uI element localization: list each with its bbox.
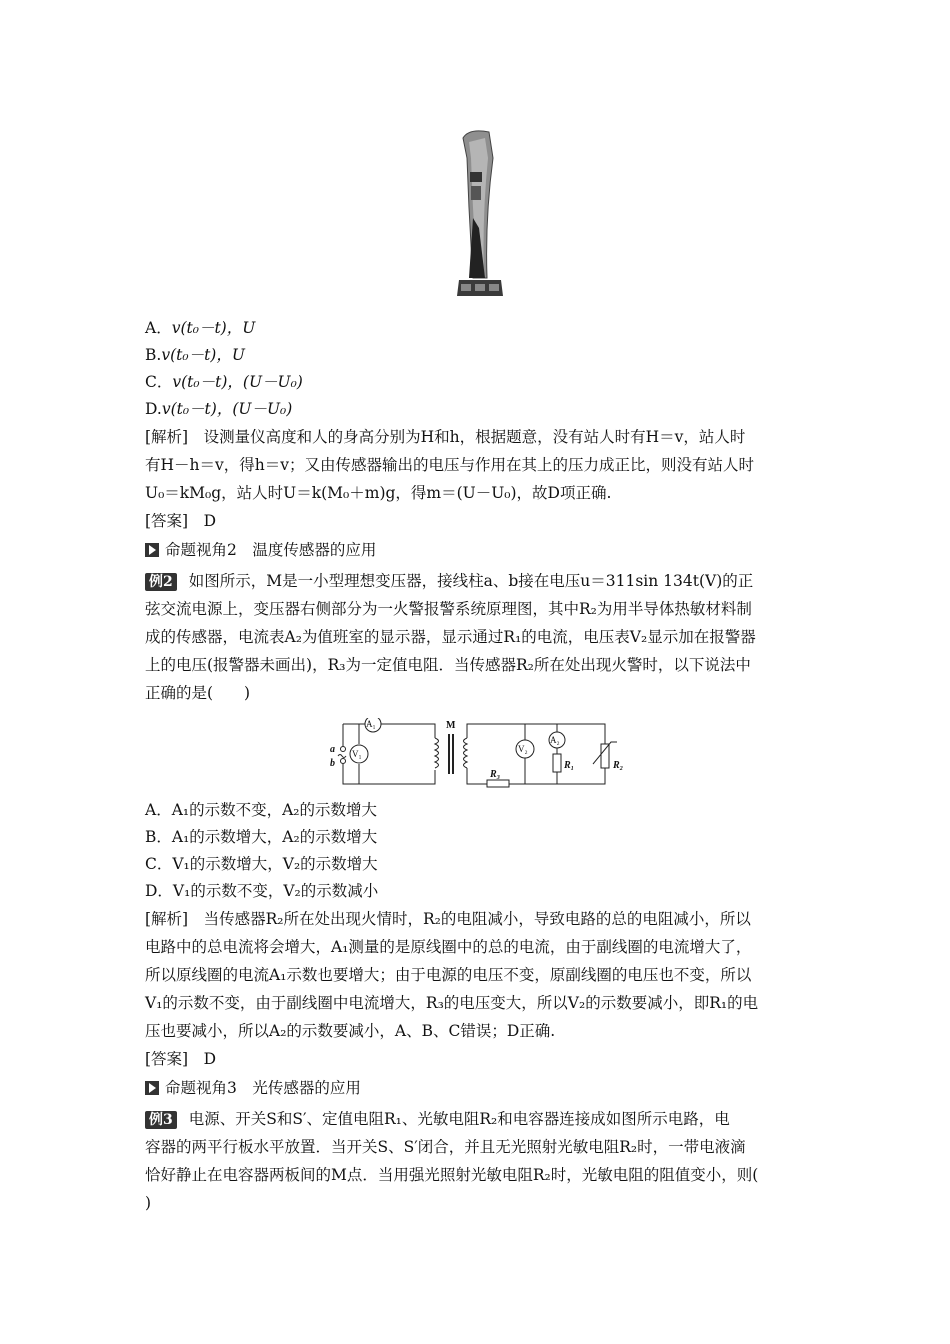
label-a2: A₂ — [550, 735, 560, 745]
transformer-circuit-diagram — [325, 718, 630, 790]
example-line: 容器的两平行板水平放置．当开关S、S′闭合，并且无光照射光敏电阻R₂时，一带电液滴 — [145, 1138, 746, 1156]
analysis-line: [解析] 当传感器R₂所在处出现火情时，R₂的电阻减小，导致电路的总的电阻减小，所以 — [145, 910, 751, 928]
label-m: M — [446, 720, 456, 731]
option-a: A．v(t₀－t)，U — [145, 319, 256, 337]
option-a: A．A₁的示数不变，A₂的示数增大 — [145, 801, 378, 819]
label-v1: V₁ — [352, 749, 362, 759]
example-line: 恰好静止在电容器两板间的M点．当用强光照射光敏电阻R₂时，光敏电阻的阻值变小，则( — [145, 1166, 759, 1184]
label-a1: A₁ — [366, 719, 376, 729]
example-badge: 例2 — [145, 573, 177, 591]
label-r3: R₃ — [490, 769, 501, 780]
option-d: D.v(t₀－t)，(U－U₀) — [145, 400, 293, 418]
option-c: C．v(t₀－t)，(U－U₀) — [145, 373, 303, 391]
analysis-line: 电路中的总电流将会增大，A₁测量的是原线圈中的总的电流，由于副线圈的电流增大了， — [145, 938, 752, 956]
label-r1: R₁ — [564, 760, 575, 771]
section-heading: 命题视角2 温度传感器的应用 — [145, 540, 376, 560]
option-b: B．A₁的示数增大，A₂的示数增大 — [145, 828, 378, 846]
answer-line: [答案] D — [145, 1050, 217, 1068]
section-heading: 命题视角3 光传感器的应用 — [145, 1078, 361, 1098]
answer-line: [答案] D — [145, 512, 217, 530]
label-v2: V₂ — [518, 744, 528, 754]
play-icon — [145, 1081, 159, 1095]
example-line: 例3 电源、开关S和S′、定值电阻R₁、光敏电阻R₂和电容器连接成如图所示电路，电 — [145, 1109, 730, 1129]
analysis-line: 压也要减小，所以A₂的示数要减小，A、B、C错误；D正确. — [145, 1022, 556, 1040]
analysis-line: 有H－h＝v，得h＝v；又由传感器输出的电压与作用在其上的压力成正比，则没有站人时 — [145, 456, 754, 474]
option-b: B.v(t₀－t)，U — [145, 346, 245, 364]
example-line: ) — [145, 1194, 152, 1212]
example-line: 上的电压(报警器未画出)，R₃为一定值电阻．当传感器R₂所在处出现火警时，以下说法中 — [145, 656, 751, 674]
example-line: 弦交流电源上，变压器右侧部分为一火警报警系统原理图，其中R₂为用半导体热敏材料制 — [145, 600, 752, 618]
option-c: C．V₁的示数增大，V₂的示数增大 — [145, 855, 378, 873]
example-badge: 例3 — [145, 1111, 177, 1129]
label-r2: R₂ — [613, 760, 624, 771]
analysis-line: V₁的示数不变，由于副线圈中电流增大，R₃的电压变大，所以V₂的示数要减小，即R₁的电 — [145, 994, 759, 1012]
analysis-line: 所以原线圈的电流A₁示数也要增大；由于电源的电压不变，原副线圈的电压也不变，所以 — [145, 966, 752, 984]
analysis-line: [解析] 设测量仪高度和人的身高分别为H和h，根据题意，没有站人时有H＝v，站人时 — [145, 428, 746, 446]
example-line: 例2 如图所示，M是一小型理想变压器，接线柱a、b接在电压u＝311sin 134t(V)的正 — [145, 571, 753, 591]
example-line: 正确的是( ) — [145, 684, 251, 702]
example-line: 成的传感器，电流表A₂为值班室的显示器，显示通过R₁的电流，电压表V₂显示加在报警器 — [145, 628, 756, 646]
label-a: a — [330, 744, 335, 755]
option-d: D．V₁的示数不变，V₂的示数减小 — [145, 882, 379, 900]
play-icon — [145, 543, 159, 557]
label-b: b — [330, 758, 335, 769]
height-meter-image — [455, 128, 505, 308]
analysis-line: U₀＝kM₀g，站人时U＝k(M₀＋m)g，得m＝(U－U₀)，故D项正确. — [145, 484, 612, 502]
